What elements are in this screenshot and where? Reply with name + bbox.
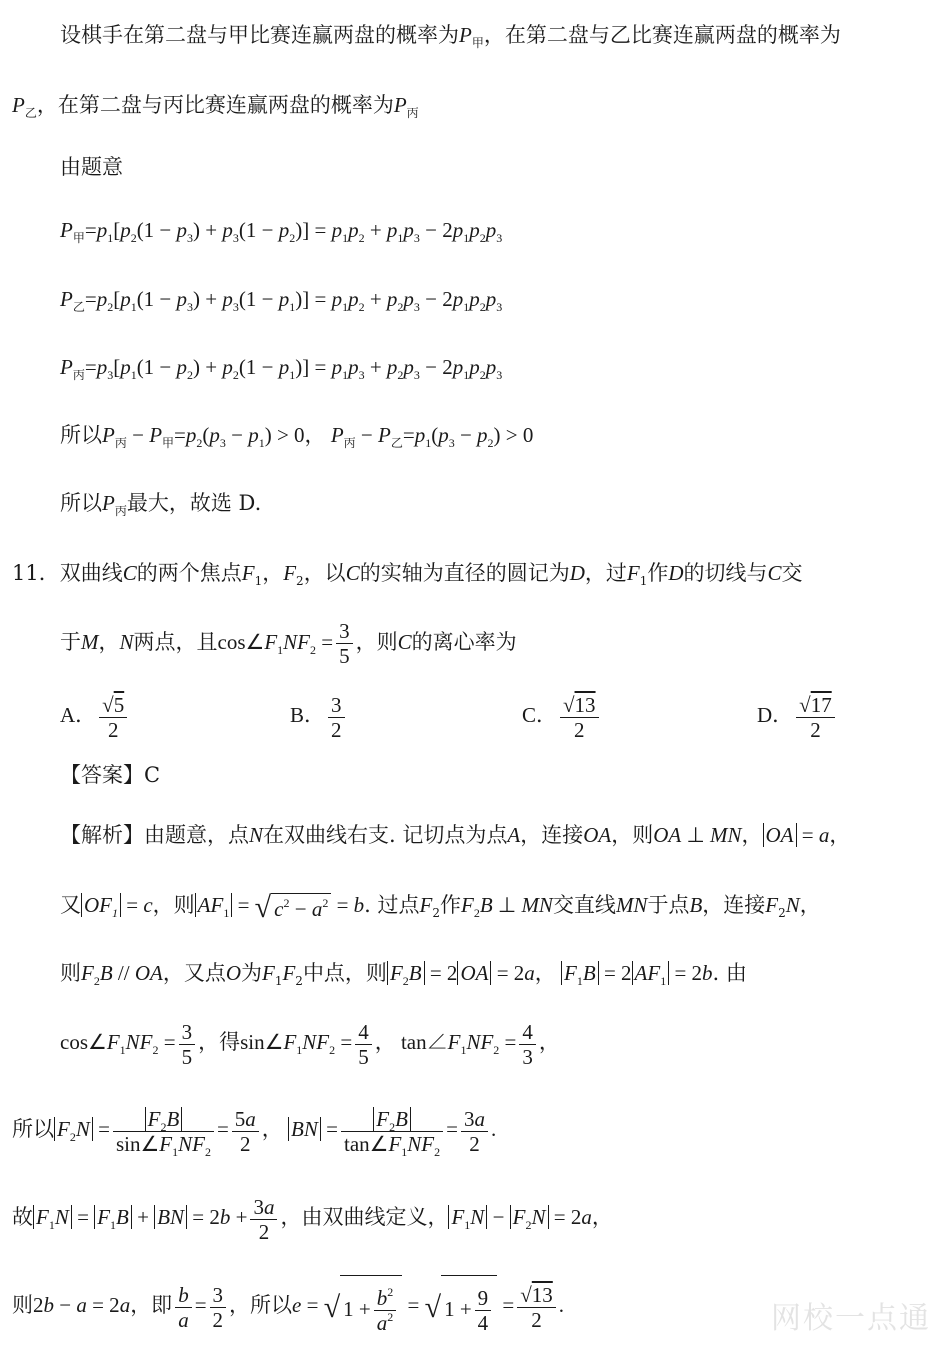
analysis-line-1: 【解析】由题意，点N在双曲线右支. 记切点为点A，连接OA，则OA ⊥ MN， OA = a， <box>60 823 851 847</box>
question-11-line-1: 11．双曲线C的两个焦点$F_1$，$F_2$，以C的实轴为直径的圆记为D，过$F_1$作D的切线与C交 <box>12 561 803 588</box>
text-line-1: 设棋手在第二盘与甲比赛连赢两盘的概率为$P_甲$，在第二盘与乙比赛连赢两盘的概率为 <box>60 23 841 50</box>
formula-p-bing: $P_丙=p_3[p_1(1 - p_2) + p_2(1 - p_1)] = p_1p_3 + p_2p_3 - 2p_1p_2p_3$ <box>60 355 503 382</box>
formula-p-yi: $P_乙=p_2[p_1(1 - p_3) + p_3(1 - p_1)] = p_1p_2 + p_2p_3 - 2p_1p_2p_3$ <box>60 287 503 314</box>
analysis-line-2: 又 $OF_1 = c$，则 $AF_1$ = √ $c^2 - a^2 = b$. 过点$F_2$作$F_2B$ ⊥ MN交直线MN于点B，连接$F_2N$， <box>60 891 821 925</box>
watermark: 网校一点通 <box>771 1301 931 1336</box>
text-line-conclusion: 所以$P_丙$最大，故选 D. <box>60 491 262 518</box>
answer-line: 【答案】C <box>60 763 161 787</box>
option-c[interactable]: C． $\frac{√13}{2}$ <box>522 685 602 745</box>
text-line-compare: 所以$P_丙 - P_甲=p_2(p_3 - p_1) > 0$， $P_丙 - P_乙=p_1(p_3 - p_2) > 0$ <box>60 423 534 450</box>
analysis-line-6: 故 $F_1N = F_1B$ + BN = 2b + $\frac{3a}{2}$ ，由双曲线定义， $F_1N - F_2N = 2a$， <box>12 1194 613 1244</box>
analysis-line-5: 所以 $F_2N$ = $\frac{F_2B}{\sin\angle F_1NF_2}$ = $\frac{5a}{2}$ ， BN = $\frac{F_2B}{\tan\angle F_1NF_2}$ = $\frac{3a}{2}$ . <box>12 1106 497 1159</box>
text-line-2: $P_乙$，在第二盘与丙比赛连赢两盘的概率为$P_丙$ <box>12 93 419 120</box>
text-line-3: 由题意 <box>60 155 123 179</box>
question-11-line-2: 于M，N两点，且$\cos\angle F_1NF_2$ = $\frac{3}{5}$ ，则C的离心率为 <box>60 619 517 668</box>
option-b[interactable]: B． $\frac{3}{2}$ <box>290 685 348 745</box>
formula-p-jia: $P_甲=p_1[p_2(1 - p_3) + p_3(1 - p_2)] = p_1p_2 + p_1p_3 - 2p_1p_2p_3$ <box>60 218 503 245</box>
analysis-line-4: $\cos\angle F_1NF_2$ = $\frac{3}{5}$ ，得$\sin\angle F_1NF_2$ = $\frac{4}{5}$ ， $\tan\angle F_1NF_2$ = $\frac{4}{3}$ ， <box>60 1019 560 1069</box>
option-a[interactable]: A． $\frac{√5}{2}$ <box>60 685 130 745</box>
option-d[interactable]: D． $\frac{√17}{2}$ <box>757 685 838 745</box>
analysis-line-7: 则2b − a = 2a，即 $\frac{b}{a}$ = $\frac{3}{2}$ ，所以e = √ 1 + $\frac{b^2}{a^2}$ = √ 1 + $\frac{9}{4}$ = $\frac{√13}{2}$ . <box>12 1272 564 1338</box>
analysis-line-3: 则$F_2B$ // OA，又点O为$F_1F_2$中点，则 $F_2B = 2$ OA = 2a， $F_1B = 2$ $AF_1 = 2b$. 由 <box>60 961 747 988</box>
